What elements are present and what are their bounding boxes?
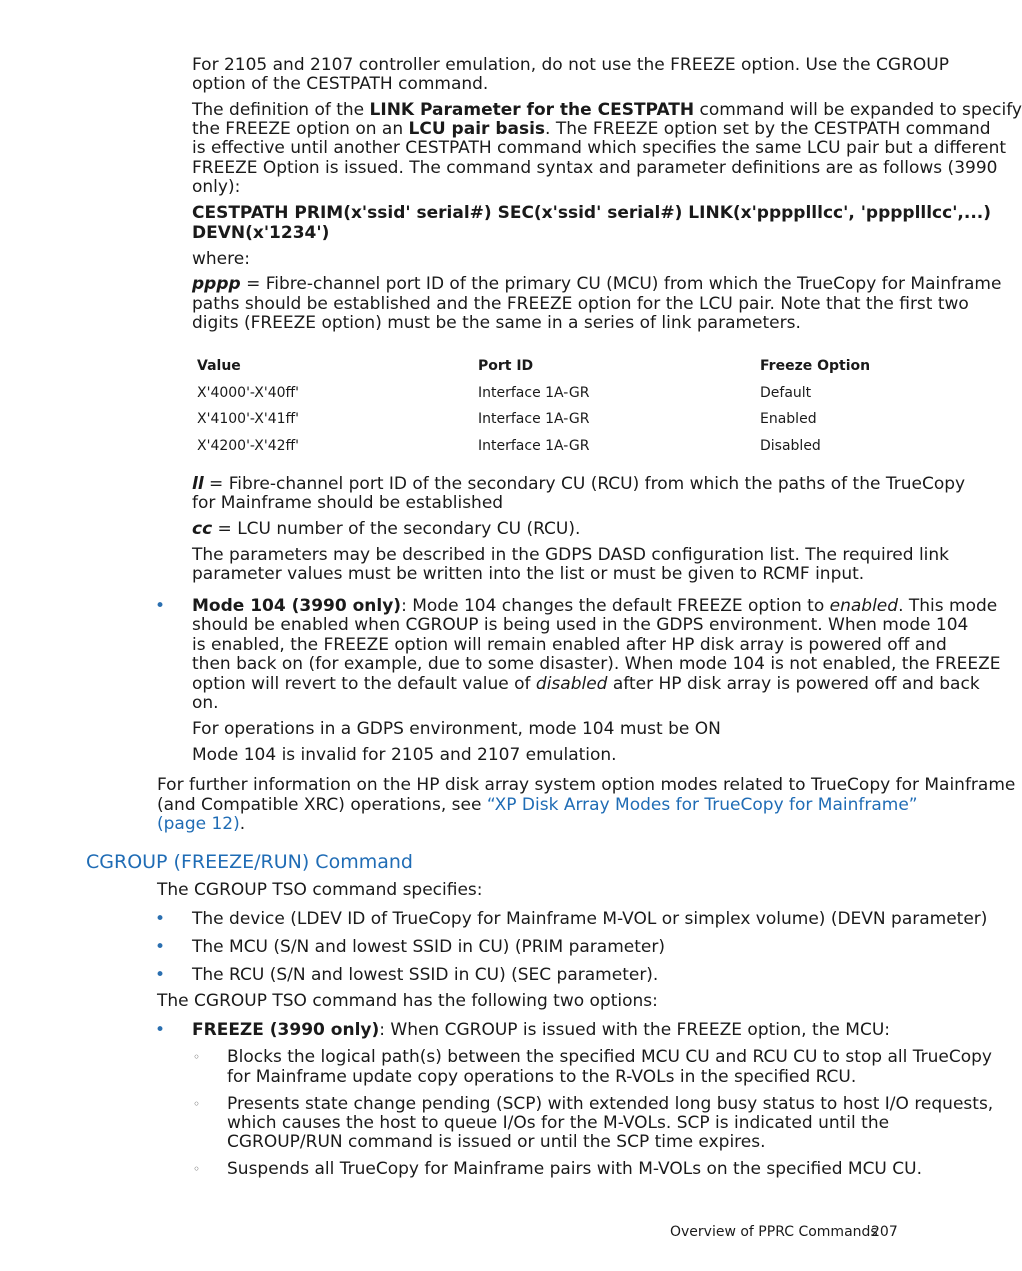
mode104-line-5: option will revert to the default value of disabled after HP disk array is powered off and back (192, 674, 980, 694)
pppp-definition-line-3: digits (FREEZE option) must be the same in a series of link parameters. (192, 313, 801, 333)
cgroup-options: The CGROUP TSO command has the following two options: (157, 991, 658, 1011)
table-cell: Interface 1A-GR (478, 385, 590, 401)
link-param-line-2: the FREEZE option on an LCU pair basis. The FREEZE option set by the CESTPATH command (192, 119, 991, 139)
mode104-invalid: Mode 104 is invalid for 2105 and 2107 emulation. (192, 745, 617, 765)
where-label: where: (192, 249, 250, 269)
cgroup-item: The MCU (S/N and lowest SSID in CU) (PRIM parameter) (192, 937, 665, 957)
table-cell: Interface 1A-GR (478, 438, 590, 454)
mode104-gdps: For operations in a GDPS environment, mode 104 must be ON (192, 719, 721, 739)
table-cell: Enabled (760, 411, 817, 427)
sub-bullet-icon: ◦ (193, 1162, 201, 1176)
cc-definition: cc = LCU number of the secondary CU (RCU). (192, 519, 581, 539)
further-info-line-1: For further information on the HP disk array system option modes related to TrueCopy for Mainframe (157, 775, 1016, 795)
params-line-2: parameter values must be written into the list or must be given to RCMF input. (192, 564, 865, 584)
mode104-line-6: on. (192, 693, 219, 713)
freeze-note-line-1: For 2105 and 2107 controller emulation, do not use the FREEZE option. Use the CGROUP (192, 55, 949, 75)
freeze-subitem-1-line-2: for Mainframe update copy operations to the R-VOLs in the specified RCU. (227, 1067, 857, 1087)
table-cell: Disabled (760, 438, 821, 454)
link-param-line-1: The definition of the LINK Parameter for the CESTPATH command will be expanded to specify (192, 100, 1022, 120)
pppp-definition-line-2: paths should be established and the FREEZE option for the LCU pair. Note that the first two (192, 294, 969, 314)
table-cell: Interface 1A-GR (478, 411, 590, 427)
further-info-line-3: (page 12). (157, 814, 246, 834)
freeze-subitem-1-line-1: Blocks the logical path(s) between the specified MCU CU and RCU CU to stop all TrueCopy (227, 1047, 992, 1067)
freeze-note-line-2: option of the CESTPATH command. (192, 74, 489, 94)
mode104-line-2: should be enabled when CGROUP is being used in the GDPS environment. When mode 104 (192, 615, 969, 635)
freeze-subitem-2-line-2: which causes the host to queue I/Os for the M-VOLs. SCP is indicated until the (227, 1113, 890, 1133)
params-line-1: The parameters may be described in the GDPS DASD configuration list. The required link (192, 545, 950, 565)
table-cell: Default (760, 385, 812, 401)
freeze-subitem-3-line-1: Suspends all TrueCopy for Mainframe pairs with M-VOLs on the specified MCU CU. (227, 1159, 922, 1179)
pppp-definition-line-1: pppp = Fibre-channel port ID of the primary CU (MCU) from which the TrueCopy for Mainframe (192, 274, 1002, 294)
page-12-link[interactable]: (page 12) (157, 814, 240, 834)
bullet-icon: • (155, 596, 166, 616)
mode104-line-1: Mode 104 (3990 only): Mode 104 changes the default FREEZE option to enabled. This mode (192, 596, 998, 616)
section-heading: CGROUP (FREEZE/RUN) Command (86, 851, 413, 873)
freeze-subitem-2-line-1: Presents state change pending (SCP) with extended long busy status to host I/O requests, (227, 1094, 994, 1114)
link-param-line-4: FREEZE Option is issued. The command syntax and parameter definitions are as follows (3990 (192, 158, 998, 178)
further-info-line-2: (and Compatible XRC) operations, see “XP Disk Array Modes for TrueCopy for Mainframe” (157, 795, 918, 815)
table-header-freeze-option: Freeze Option (760, 358, 871, 374)
bullet-icon: • (155, 965, 166, 985)
cgroup-specifies: The CGROUP TSO command specifies: (157, 880, 483, 900)
table-cell: X'4100'-X'41ff' (197, 411, 300, 427)
freeze-item: FREEZE (3990 only): When CGROUP is issued with the FREEZE option, the MCU: (192, 1020, 890, 1040)
freeze-subitem-2-line-3: CGROUP/RUN command is issued or until the SCP time expires. (227, 1132, 766, 1152)
sub-bullet-icon: ◦ (193, 1097, 201, 1111)
cgroup-item: The device (LDEV ID of TrueCopy for Mainframe M-VOL or simplex volume) (DEVN parameter) (192, 909, 988, 929)
sub-bullet-icon: ◦ (193, 1050, 201, 1064)
ll-definition-line-1: ll = Fibre-channel port ID of the secondary CU (RCU) from which the paths of the TrueCopy (192, 474, 966, 494)
table-header-port-id: Port ID (478, 358, 534, 374)
footer-section-title: Overview of PPRC Commands (670, 1224, 878, 1240)
mode104-line-4: then back on (for example, due to some disaster). When mode 104 is not enabled, the FREEZE (192, 654, 1001, 674)
link-param-line-5: only): (192, 177, 241, 197)
bullet-icon: • (155, 909, 166, 929)
bullet-icon: • (155, 937, 166, 957)
syntax-line-2: DEVN(x'1234') (192, 223, 330, 243)
syntax-line-1: CESTPATH PRIM(x'ssid' serial#) SEC(x'ssid' serial#) LINK(x'pppplllcc', 'pppplllcc',...) (192, 203, 992, 223)
cgroup-item: The RCU (S/N and lowest SSID in CU) (SEC parameter). (192, 965, 659, 985)
ll-definition-line-2: for Mainframe should be established (192, 493, 504, 513)
link-param-line-3: is effective until another CESTPATH command which specifies the same LCU pair but a different (192, 138, 1007, 158)
mode104-line-3: is enabled, the FREEZE option will remain enabled after HP disk array is powered off and (192, 635, 947, 655)
footer-page-number: 207 (871, 1224, 898, 1240)
table-cell: X'4000'-X'40ff' (197, 385, 300, 401)
table-cell: X'4200'-X'42ff' (197, 438, 300, 454)
table-header-value: Value (197, 358, 241, 374)
modes-cross-reference-link[interactable]: “XP Disk Array Modes for TrueCopy for Mainframe” (486, 795, 918, 815)
bullet-icon: • (155, 1020, 166, 1040)
